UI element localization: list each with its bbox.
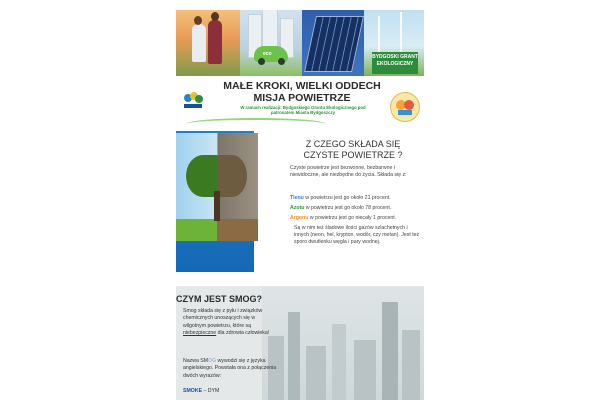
smog-p1-a: Smog składa się z pyłu i związków chemicznych unoszących się w wilgotnym powietrzu, które są — [183, 308, 263, 329]
air-outro: Są w nim też śladowe ilości gazów szlachetnych i innych (neon, hel, krypton, wodór, czy metan). Jest też sporo dwutlenku węgla i pary wodnej. — [294, 225, 420, 246]
title-line-1: MAŁE KROKI, WIELKI ODDECH — [223, 80, 381, 92]
page-title — [204, 80, 400, 104]
nitrogen-text: w powietrzu jest go około 78 procent. — [304, 205, 392, 211]
section-clean-air — [176, 131, 424, 272]
smog-heading: CZYM JEST SMOG? — [176, 294, 263, 304]
nitrogen-label: Azotu — [290, 205, 305, 211]
smog-paragraph-2 — [183, 358, 277, 380]
air-heading: Z CZEGO SKŁADA SIĘ CZYSTE POWIETRZE ? — [303, 139, 403, 160]
title-line-2: MISJA POWIETRZE — [253, 92, 351, 104]
oxygen-label: Tlenu — [290, 195, 304, 201]
air-item-nitrogen — [290, 205, 422, 212]
argon-text: w powietrzu jest go niecały 1 procent. — [308, 215, 397, 221]
smoke-translation: – DYM — [202, 388, 220, 394]
kindergarten-logo — [390, 92, 420, 122]
grant-badge-text: BYDGOSKI GRANT EKOLOGICZNY — [372, 54, 418, 67]
air-item-argon — [290, 215, 422, 222]
smog-p2-b: wywodzi się z języka angielskiego. Powstała ona z połączenia dwóch wyrazów: — [183, 358, 277, 379]
smog-p1-underlined: niebezpieczne — [183, 329, 217, 336]
grant-badge — [372, 52, 418, 74]
smog-city-photo — [262, 286, 424, 400]
car-text: eco — [263, 51, 272, 57]
section-smog — [176, 286, 424, 400]
banner-photo-family — [176, 10, 240, 76]
smog-p1-b: dla zdrowia człowieka! — [216, 329, 270, 336]
oxygen-text: w powietrzu jest go około 21 procent. — [303, 195, 391, 201]
air-item-oxygen — [290, 195, 422, 202]
smog-paragraph-3 — [183, 388, 277, 395]
smog-p2-a: Nazwa SM — [183, 358, 209, 364]
banner-photo-ecocar — [240, 10, 302, 76]
tree-illustration — [176, 133, 258, 241]
decorative-swoosh — [186, 118, 326, 130]
smoke-word: SMOKE — [183, 388, 203, 394]
banner-photo-solar — [302, 10, 364, 76]
air-intro: Czyste powietrze jest bezwonne, bezbarwne i niewidoczne, ale niezbędne do życia. Składa się z: — [290, 165, 407, 179]
smog-p2-og: OG — [208, 358, 217, 364]
smog-paragraph-1 — [183, 308, 277, 337]
title-block — [176, 76, 424, 126]
newsletter-page — [176, 0, 424, 400]
header-banner — [176, 10, 424, 76]
page-subtitle: W ramach realizacji: Bydgoskiego Grantu Ekologicznego pod patronatem Miasta Bydgoszczy — [240, 105, 366, 115]
argon-label: Argonu — [290, 215, 309, 221]
school-logo — [182, 90, 204, 110]
